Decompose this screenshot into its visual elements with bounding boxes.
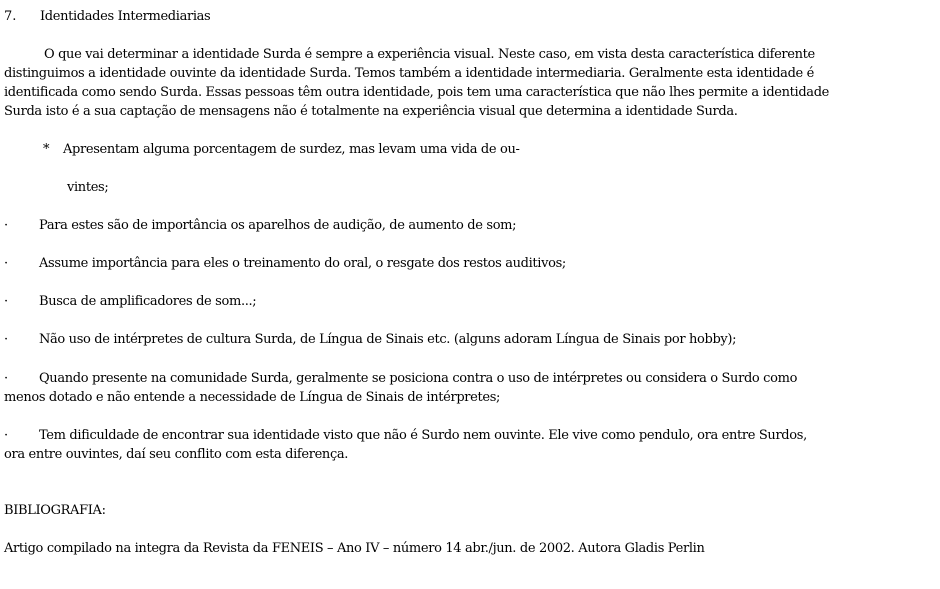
- paragraph-line-4: Surda isto é a sua captação de mensagens não é totalmente na experiência visual que determina a identidade Surda.: [4, 104, 738, 119]
- bullet-item-6-line-1: Tem dificuldade de encontrar sua identidade visto que não é Surdo nem ouvinte. Ele vive como pendulo, ora entre Surdos,: [39, 428, 807, 443]
- paragraph-line-2: distinguimos a identidade ouvinte da identidade Surda. Temos também a identidade intermediaria. Geralmente esta identidade é: [4, 66, 815, 81]
- star-marker: *: [43, 142, 50, 157]
- bullet-item-5-line-1: Quando presente na comunidade Surda, geralmente se posiciona contra o uso de intérpretes ou considera o Surdo como: [39, 371, 798, 386]
- paragraph-line-3: identificada como sendo Surda. Essas pessoas têm outra identidade, pois tem uma característica que não lhes permite a identidade: [4, 85, 830, 100]
- section-title: Identidades Intermediarias: [40, 9, 211, 24]
- bullet-marker: ·: [4, 294, 9, 309]
- bullet-item-3: Busca de amplificadores de som...;: [39, 294, 257, 309]
- bullet-item-5-line-2: menos dotado e não entende a necessidade de Língua de Sinais de intérpretes;: [4, 390, 501, 405]
- bullet-marker: ·: [4, 332, 9, 347]
- starred-item-line-1: Apresentam alguma porcentagem de surdez, mas levam uma vida de ou-: [63, 142, 520, 157]
- bullet-item-4: Não uso de intérpretes de cultura Surda, de Língua de Sinais etc. (alguns adoram Língua de Sinais por hobby);: [39, 332, 737, 347]
- paragraph-line-1: O que vai determinar a identidade Surda é sempre a experiência visual. Neste caso, em vista desta característica diferente: [44, 47, 815, 62]
- bullet-item-6-line-2: ora entre ouvintes, daí seu conflito com esta diferença.: [4, 447, 349, 462]
- bullet-marker: ·: [4, 428, 9, 443]
- bullet-item-1: Para estes são de importância os aparelhos de audição, de aumento de som;: [39, 218, 517, 233]
- bullet-marker: ·: [4, 218, 9, 233]
- bibliography-entry: Artigo compilado na integra da Revista da FENEIS – Ano IV – número 14 abr./jun. de 2002. Autora Gladis Perlin: [4, 541, 705, 556]
- bullet-item-2: Assume importância para eles o treinamento do oral, o resgate dos restos auditivos;: [39, 256, 566, 271]
- section-number: 7.: [4, 9, 17, 24]
- bullet-marker: ·: [4, 371, 9, 386]
- bullet-marker: ·: [4, 256, 9, 271]
- bibliography-heading: BIBLIOGRAFIA:: [4, 503, 106, 518]
- starred-item-line-2: vintes;: [67, 180, 109, 195]
